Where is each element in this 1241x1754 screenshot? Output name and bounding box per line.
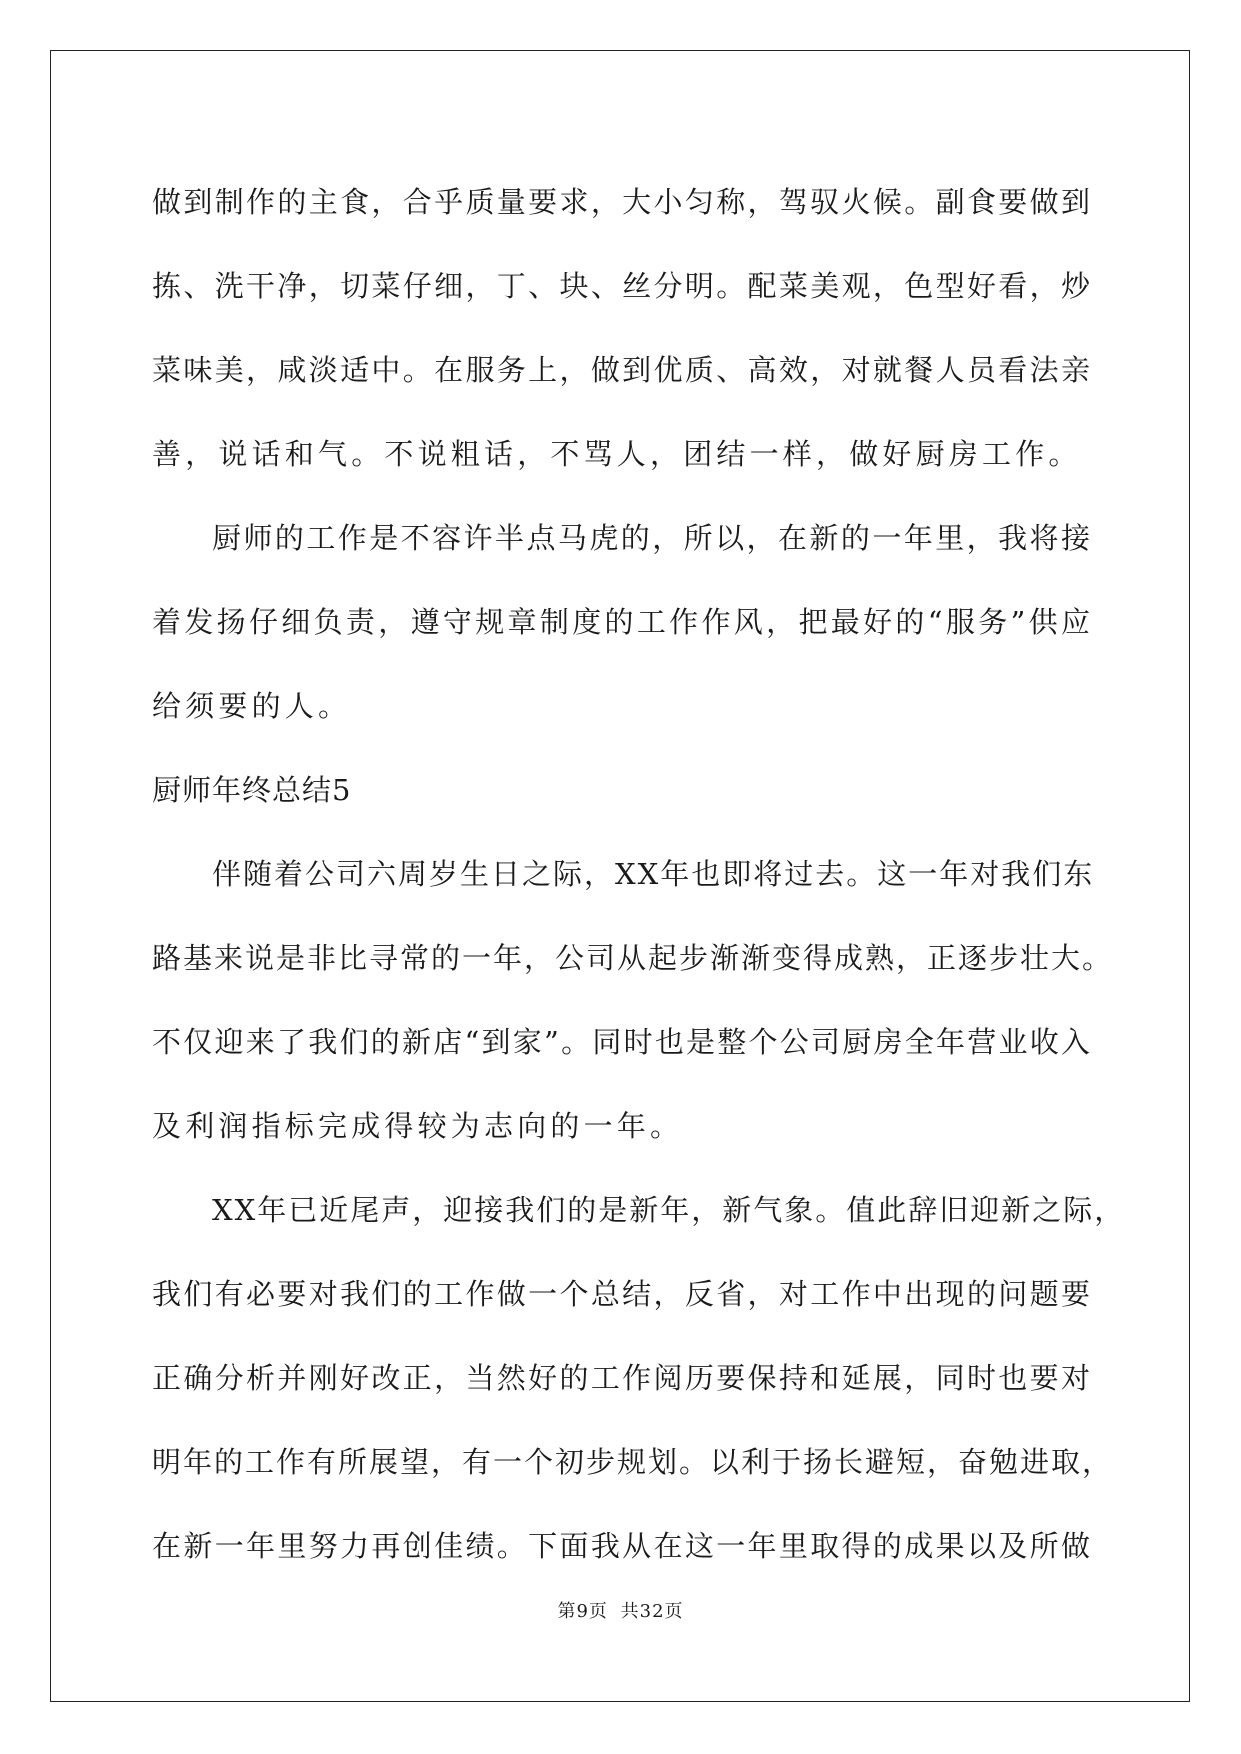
paragraph-line: 厨师的工作是不容许半点马虎的，所以，在新的一年里，我将接 bbox=[212, 521, 1092, 555]
paragraph-line: 伴随着公司六周岁生日之际，XX年也即将过去。这一年对我们东 bbox=[212, 857, 1095, 891]
page-total: 共32页 bbox=[620, 1601, 684, 1622]
paragraph-line: 及利润指标完成得较为志向的一年。 bbox=[152, 1109, 684, 1143]
paragraph-line: 拣、洗干净，切菜仔细，丁、块、丝分明。配菜美观，色型好看，炒 bbox=[152, 269, 1092, 303]
paragraph-line: 我们有必要对我们的工作做一个总结，反省，对工作中出现的问题要 bbox=[152, 1277, 1092, 1311]
paragraph-line: XX年已近尾声，迎接我们的是新年，新气象。值此辞旧迎新之际， bbox=[212, 1193, 1126, 1227]
paragraph-line: 给须要的人。 bbox=[152, 689, 352, 723]
paragraph-line: 善，说话和气。不说粗话，不骂人，团结一样，做好厨房工作。 bbox=[152, 437, 1082, 471]
page-number: 第9页 bbox=[557, 1601, 608, 1622]
paragraph-line: 做到制作的主食，合乎质量要求，大小匀称，驾驭火候。副食要做到 bbox=[152, 185, 1092, 219]
paragraph-line: 正确分析并刚好改正，当然好的工作阅历要保持和延展，同时也要对 bbox=[152, 1361, 1092, 1395]
paragraph-line: 菜味美，咸淡适中。在服务上，做到优质、高效，对就餐人员看法亲 bbox=[152, 353, 1092, 387]
paragraph-line: 在新一年里努力再创佳绩。下面我从在这一年里取得的成果以及所做 bbox=[152, 1529, 1092, 1563]
section-heading: 厨师年终总结5 bbox=[152, 773, 352, 807]
paragraph-line: 不仅迎来了我们的新店“到家”。同时也是整个公司厨房全年营业收入 bbox=[152, 1025, 1092, 1059]
document-body bbox=[152, 160, 1126, 1588]
page-footer bbox=[0, 1597, 1241, 1623]
paragraph-line: 路基来说是非比寻常的一年，公司从起步渐渐变得成熟，正逐步壮大。 bbox=[152, 941, 1114, 975]
paragraph-line: 着发扬仔细负责，遵守规章制度的工作作风，把最好的“服务”供应 bbox=[152, 605, 1092, 639]
paragraph-line: 明年的工作有所展望，有一个初步规划。以利于扬长避短，奋勉进取， bbox=[152, 1445, 1114, 1479]
